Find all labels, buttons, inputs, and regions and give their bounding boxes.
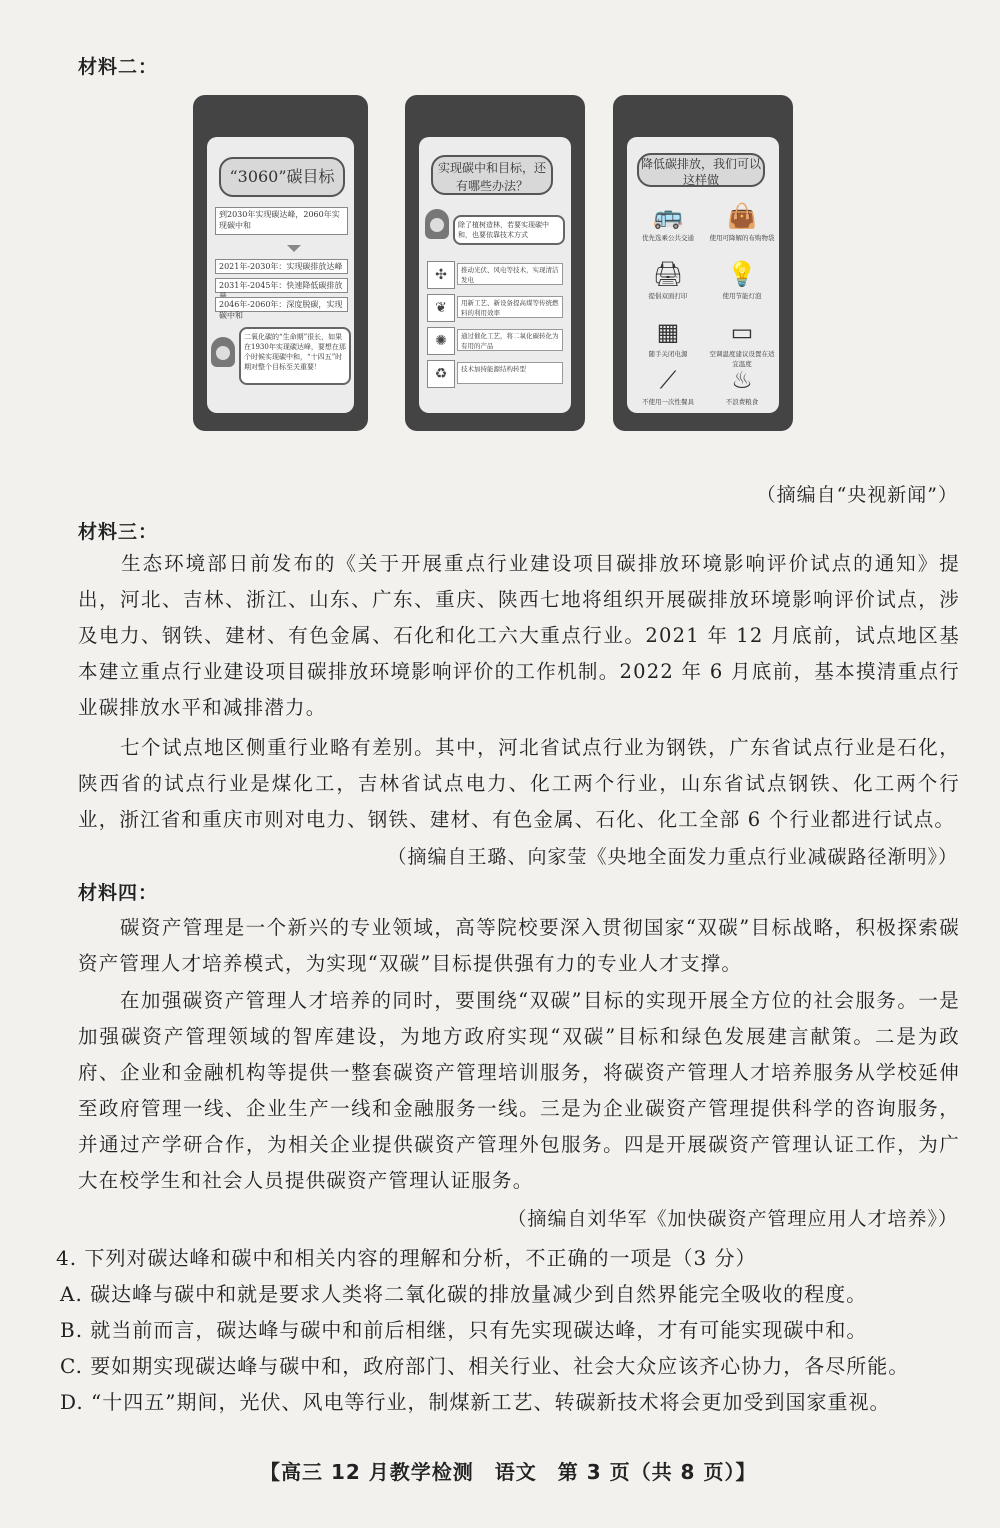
question-4-option-a: A. 碳达峰与碳中和就是要求人类将二氧化碳的排放量减少到自然界能完全吸收的程度。 — [60, 1282, 868, 1306]
method-row: ❦ 用新工艺、新设备提高煤等传统燃料的利用效率 — [427, 294, 563, 320]
switch-icon: ▦ — [656, 318, 680, 346]
panel2-speech: 除了植树造林，若要实现碳中和，也要依靠技术方式 — [453, 215, 565, 245]
recycle-icon: ♻ — [427, 360, 455, 388]
air-conditioner-icon: ▭ — [730, 318, 754, 346]
question-4-option-b: B. 就当前而言，碳达峰与碳中和前后相继，只有先实现碳达峰，才有可能实现碳中和。 — [60, 1318, 868, 1342]
material4-paragraph-2: 在加强碳资产管理人才培养的同时，要围绕“双碳”目标的实现开展全方位的社会服务。一是加强碳资产管理领域的智库建设，为地方政府实现“双碳”目标和绿色发展建言献策。二是为政府、企业和金融机构等提供一整套碳资产管理培训服务，将碳资产管理人才培养服务从学校延伸至政府管理一线、企业生产一线和金融服务一线。三是为企业碳资产管理提供科学的咨询服务，并通过产学研合作，为相关企业提供碳资产管理外包服务。四是开展碳资产管理认证工作，为广大在校学生和社会人员提供碳资产管理认证服务。 — [78, 989, 960, 1192]
material4-source: （摘编自刘华军《加快碳资产管理应用人才培养》） — [507, 1208, 958, 1230]
panel1-goal-box: 到2030年实现碳达峰，2060年实现碳中和 — [215, 207, 348, 235]
panel1-step-2: 2031年-2045年：快速降低碳排放 — [215, 278, 348, 293]
action-item: ▭ 空调温度建议设置在适宜温度 — [707, 315, 777, 371]
material3-label: 材料三： — [78, 521, 159, 543]
action-item: ▦ 随手关闭电源 — [633, 315, 703, 371]
infographic-panel-carbon-goal — [193, 95, 368, 431]
question-4-option-d: D. “十四五”期间，光伏、风电等行业，制煤新工艺、转碳新技术将会更加受到国家重视。 — [60, 1390, 891, 1414]
material3-paragraph-1: 生态环境部日前发布的《关于开展重点行业建设项目碳排放环境影响评价试点的通知》提出，河北、吉林、浙江、山东、广东、重庆、陕西七地将组织开展碳排放环境影响评价试点，涉及电力、钢铁、建材、有色金属、石化和化工六大重点行业。2021 年 12 月底前，试点地区基本建立重点行业建设项目碳排放环境影响评价的工作机制。2022 年 6 月底前，基本摸清重点行业碳排放水平和减排潜力。 — [78, 552, 960, 719]
material3-source: （摘编自王璐、向家莹《央地全面发力重点行业减碳路径渐明》） — [387, 846, 958, 868]
chopsticks-icon: ⟋ — [659, 366, 677, 394]
action-item: 👜 使用可降解的布购物袋 — [707, 199, 777, 255]
atom-icon: ✺ — [427, 327, 455, 355]
shopping-bag-icon: 👜 — [727, 202, 757, 230]
panel1-step-3: 2046年-2060年：深度脱碳，实现碳中和 — [215, 297, 348, 312]
bowl-icon: ♨ — [731, 366, 753, 394]
infographic-panel-actions — [613, 95, 793, 431]
light-bulb-icon: 💡 — [727, 260, 757, 288]
material2-label: 材料二： — [78, 56, 159, 78]
leaf-icon: ❦ — [427, 294, 455, 322]
panel1-speech: 二氧化碳的“生命期”很长，如果在1930年实现碳达峰，要想在那个时候实现碳中和，“十四五”时期对整个目标至关重要！ — [239, 327, 351, 385]
method-row: ✺ 通过催化工艺，将二氧化碳转化为有用的产品 — [427, 327, 563, 353]
material4-paragraph-1: 碳资产管理是一个新兴的专业领域，高等院校要深入贯彻国家“双碳”目标战略，积极探索碳资产管理人才培养模式，为实现“双碳”目标提供强有力的专业人才支撑。 — [78, 916, 960, 975]
question-4-option-c: C. 要如期实现碳达峰与碳中和，政府部门、相关行业、社会大众应该齐心协力，各尽所能。 — [60, 1354, 910, 1378]
infographic-panel-methods — [405, 95, 585, 431]
material4-label: 材料四： — [78, 882, 159, 904]
material2-source: （摘编自“央视新闻”） — [756, 484, 958, 506]
panel2-title: 实现碳中和目标，还有哪些办法？ — [431, 155, 553, 195]
action-item: 🚌 优先选乘公共交通 — [633, 199, 703, 255]
action-item: ⟋ 不使用一次性餐具 — [633, 363, 703, 419]
question-4-stem: 4. 下列对碳达峰和碳中和相关内容的理解和分析，不正确的一项是（3 分） — [56, 1246, 757, 1270]
action-item: 🖨 提倡双面打印 — [633, 257, 703, 313]
panel1-title: “3060”碳目标 — [219, 157, 345, 197]
panel3-title: 降低碳排放，我们可以这样做 — [637, 153, 765, 187]
down-arrow-icon — [287, 245, 301, 252]
action-item: ♨ 不浪费粮食 — [707, 363, 777, 419]
wind-turbine-icon: ✣ — [427, 261, 455, 289]
bus-icon: 🚌 — [653, 202, 683, 230]
action-item: 💡 使用节能灯泡 — [707, 257, 777, 313]
material3-paragraph-2: 七个试点地区侧重行业略有差别。其中，河北省试点行业为钢铁，广东省试点行业是石化，陕西省的试点行业是煤化工，吉林省试点电力、化工两个行业，山东省试点钢铁、化工两个行业，浙江省和重庆市则对电力、钢铁、建材、有色金属、石化、化工全部 6 个行业都进行试点。 — [78, 736, 960, 831]
panel1-step-1: 2021年-2030年：实现碳排放达峰 — [215, 259, 348, 274]
page-footer: 【高三 12 月教学检测 语文 第 3 页（共 8 页）】 — [260, 1460, 757, 1484]
printer-icon: 🖨 — [652, 260, 684, 288]
method-row: ✣ 推动光伏、风电等技术，实现清洁发电 — [427, 261, 563, 287]
method-row: ♻ 技术加持能源结构转型 — [427, 360, 563, 386]
avatar — [211, 337, 235, 367]
avatar — [425, 209, 449, 239]
